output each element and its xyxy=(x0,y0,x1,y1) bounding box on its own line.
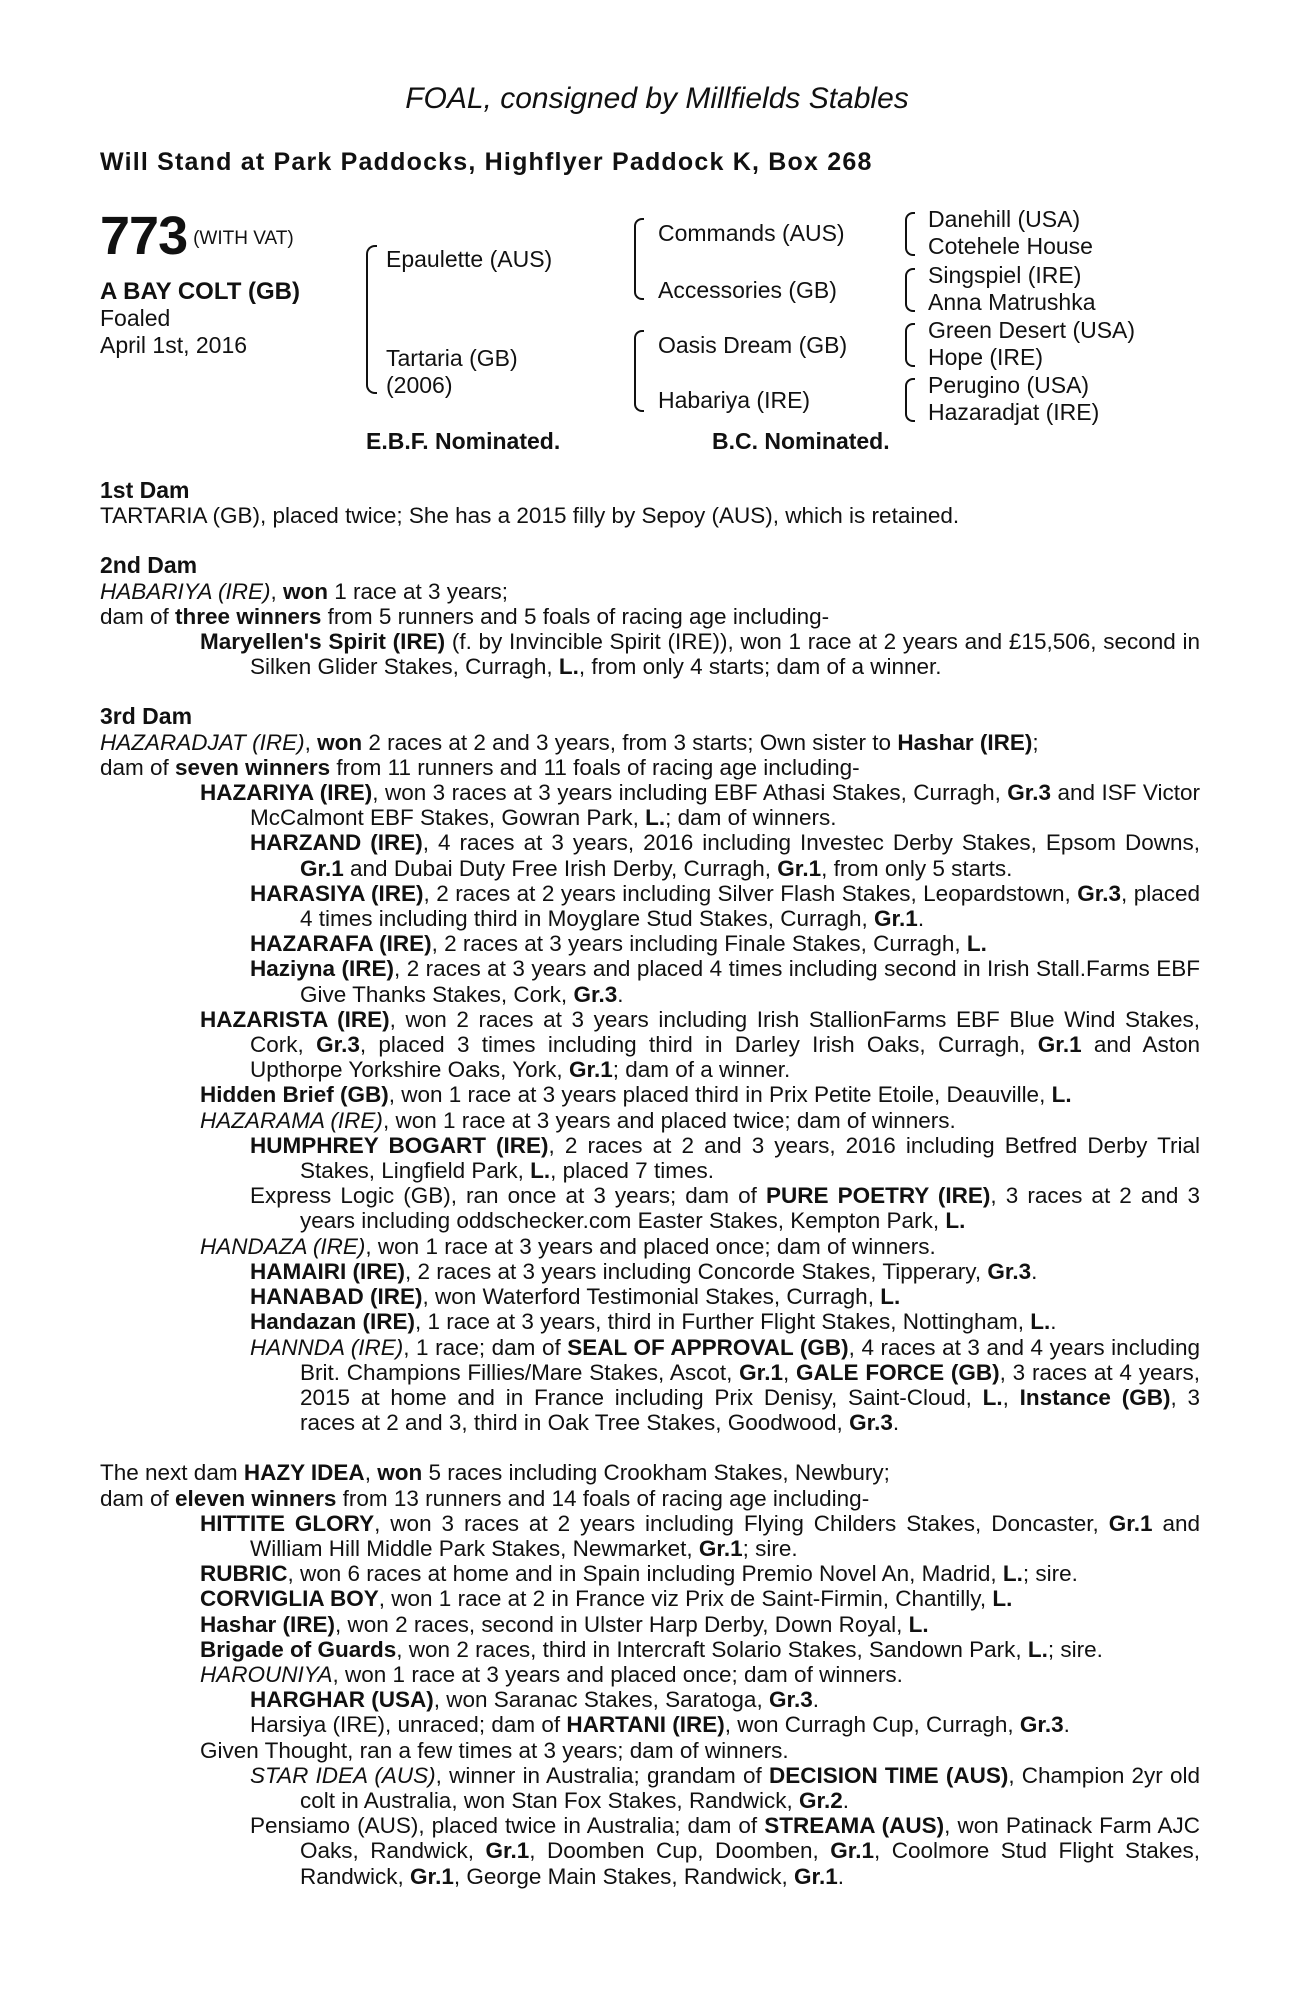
lot-number-block xyxy=(100,205,294,267)
brace-g1 xyxy=(905,212,915,256)
produce-harghar: HARGHAR (USA), won Saranac Stakes, Saratoga, Gr.3. xyxy=(250,1687,819,1713)
grandsire-7: Perugino (USA) xyxy=(928,372,1090,398)
produce-harzand: HARZAND (IRE), 4 races at 3 years, 2016 including Investec Derby Stakes, Epsom Downs, Gr.1 and Dubai Duty Free Irish Derby, Curragh, Gr.1, from only 5 starts. xyxy=(250,830,1200,881)
third-dam-line-1: HAZARADJAT (IRE), won 2 races at 2 and 3 years, from 3 starts; Own sister to Hashar (IRE); xyxy=(100,729,1039,755)
sire-sire: Commands (AUS) xyxy=(658,220,845,246)
produce-hashar: Hashar (IRE), won 2 races, second in Ulster Harp Derby, Down Royal, L. xyxy=(200,1611,929,1637)
produce-corviglia-boy: CORVIGLIA BOY, won 1 race at 2 in France viz Prix de Saint-Firmin, Chantilly, L. xyxy=(200,1586,1013,1612)
bc-nominated: B.C. Nominated. xyxy=(712,428,890,454)
brace-sire-line xyxy=(634,218,644,300)
brace-parents xyxy=(366,245,377,394)
produce-hazarista: HAZARISTA (IRE), won 2 races at 3 years including Irish StallionFarms EBF Blue Wind Stakes, Cork, Gr.3, placed 3 times including third in Darley Irish Oaks, Curragh, Gr.1 and Aston Upthorpe Yorkshire Oaks, York, Gr.1; dam of a winner. xyxy=(200,1006,1200,1083)
next-dam-line-2: dam of eleven winners from 13 runners and 14 foals of racing age including- xyxy=(100,1485,870,1511)
produce-handaza: HANDAZA (IRE), won 1 race at 3 years and placed once; dam of winners. xyxy=(200,1233,936,1259)
granddam-4: Anna Matrushka xyxy=(928,289,1096,315)
produce-hazarafa: HAZARAFA (IRE), 2 races at 3 years including Finale Stakes, Curragh, L. xyxy=(250,931,987,957)
granddam-8: Hazaradjat (IRE) xyxy=(928,399,1100,425)
grandsire-3: Singspiel (IRE) xyxy=(928,262,1082,288)
granddam-2: Cotehele House xyxy=(928,233,1093,259)
catalogue-body xyxy=(100,478,1200,1889)
consignment-title: FOAL, consigned by Millfields Stables xyxy=(405,82,909,115)
produce-hittite-glory: HITTITE GLORY, won 3 races at 2 years including Flying Childers Stakes, Doncaster, Gr.1 and William Hill Middle Park Stakes, Newmarket, Gr.1; sire. xyxy=(200,1510,1200,1561)
dam: Tartaria (GB) xyxy=(386,345,518,371)
sire: Epaulette (AUS) xyxy=(386,246,553,272)
sire-dam: Accessories (GB) xyxy=(658,277,837,303)
produce-rubric: RUBRIC, won 6 races at home and in Spain including Premio Novel An, Madrid, L.; sire. xyxy=(200,1561,1078,1587)
brace-g2 xyxy=(905,268,915,312)
first-dam-heading: 1st Dam xyxy=(100,477,190,503)
first-dam-text: TARTARIA (GB), placed twice; She has a 2015 filly by Sepoy (AUS), which is retained. xyxy=(100,503,960,529)
second-dam-heading: 2nd Dam xyxy=(100,552,198,579)
produce-haziyna: Haziyna (IRE), 2 races at 3 years and placed 4 times including second in Irish Stall.Farms EBF Give Thanks Stakes, Cork, Gr.3. xyxy=(250,956,1201,1007)
produce-star-idea: STAR IDEA (AUS), winner in Australia; grandam of DECISION TIME (AUS), Champion 2yr old colt in Australia, won Stan Fox Stakes, Randwick, Gr.2. xyxy=(250,1762,1200,1813)
produce-hanabad: HANABAD (IRE), won Waterford Testimonial Stakes, Curragh, L. xyxy=(250,1284,901,1310)
foaled-date: April 1st, 2016 xyxy=(100,332,248,358)
dam-dam: Habariya (IRE) xyxy=(658,387,811,413)
produce-hidden-brief: Hidden Brief (GB), won 1 race at 3 years placed third in Prix Petite Etoile, Deauville, L. xyxy=(200,1082,1072,1108)
third-dam-line-2: dam of seven winners from 11 runners and 11 foals of racing age including- xyxy=(100,754,860,780)
produce-hannda: HANNDA (IRE), 1 race; dam of SEAL OF APPROVAL (GB), 4 races at 3 and 4 years including Brit. Champions Fillies/Mare Stakes, Ascot, Gr.1, GALE FORCE (GB), 3 races at 4 years, 2015 at home and in France including Prix Denisy, Saint-Cloud, L., Instance (GB), 3 races at 2 and 3, third in Oak Tree Stakes, Goodwood, Gr.3. xyxy=(250,1334,1200,1436)
foaled-label: Foaled xyxy=(100,305,171,331)
brace-g4 xyxy=(905,378,915,422)
vat-note: (WITH VAT) xyxy=(193,228,294,249)
grandsire-1: Danehill (USA) xyxy=(928,206,1081,232)
dam-year: (2006) xyxy=(386,372,453,398)
produce-brigade-of-guards: Brigade of Guards, won 2 races, third in Intercraft Solario Stakes, Sandown Park, L.; sire. xyxy=(200,1636,1103,1662)
second-dam-line-1: HABARIYA (IRE), won 1 race at 3 years; xyxy=(100,578,509,604)
dam-sire: Oasis Dream (GB) xyxy=(658,332,848,358)
produce-harouniya: HAROUNIYA, won 1 race at 3 years and placed once; dam of winners. xyxy=(200,1661,903,1687)
lot-number: 773 xyxy=(100,206,188,266)
lot-info xyxy=(100,278,300,359)
lot-description: A BAY COLT (GB) xyxy=(100,278,301,305)
second-dam-produce: Maryellen's Spirit (IRE) (f. by Invincible Spirit (IRE)), won 1 race at 2 years and £15,506, second in Silken Glider Stakes, Curragh, L., from only 4 starts; dam of a winner. xyxy=(200,629,1200,680)
produce-pensiamo: Pensiamo (AUS), placed twice in Australia; dam of STREAMA (AUS), won Patinack Farm AJC Oaks, Randwick, Gr.1, Doomben Cup, Doomben, Gr.1, Coolmore Stud Flight Stakes, Randwick, Gr.1, George Main Stakes, Randwick, Gr.1. xyxy=(250,1813,1200,1889)
stand-location: Will Stand at Park Paddocks, Highflyer Paddock K, Box 268 xyxy=(100,148,873,176)
produce-express-logic: Express Logic (GB), ran once at 3 years; dam of PURE POETRY (IRE), 3 races at 2 and 3 years including oddschecker.com Easter Stakes, Kempton Park, L. xyxy=(250,1183,1200,1234)
next-dam-line-1: The next dam HAZY IDEA, won 5 races including Crookham Stakes, Newbury; xyxy=(100,1460,890,1486)
brace-g3 xyxy=(905,323,915,367)
third-dam-heading: 3rd Dam xyxy=(100,703,193,730)
ebf-nominated: E.B.F. Nominated. xyxy=(366,428,561,454)
grandsire-5: Green Desert (USA) xyxy=(928,317,1136,343)
produce-harsiya: Harsiya (IRE), unraced; dam of HARTANI (IRE), won Curragh Cup, Curragh, Gr.3. xyxy=(250,1712,1070,1738)
produce-handazan: Handazan (IRE), 1 race at 3 years, third in Further Flight Stakes, Nottingham, L.. xyxy=(250,1309,1057,1335)
second-dam-line-2: dam of three winners from 5 runners and 5 foals of racing age including- xyxy=(100,603,830,629)
brace-dam-line xyxy=(634,330,644,412)
produce-given-thought: Given Thought, ran a few times at 3 years; dam of winners. xyxy=(200,1737,789,1763)
produce-hazariya: HAZARIYA (IRE), won 3 races at 3 years including EBF Athasi Stakes, Curragh, Gr.3 and ISF Victor McCalmont EBF Stakes, Gowran Park, L.; dam of winners. xyxy=(200,780,1201,831)
granddam-6: Hope (IRE) xyxy=(928,344,1044,370)
produce-hamairi: HAMAIRI (IRE), 2 races at 3 years including Concorde Stakes, Tipperary, Gr.3. xyxy=(250,1258,1038,1284)
produce-humphrey-bogart: HUMPHREY BOGART (IRE), 2 races at 2 and 3 years, 2016 including Betfred Derby Trial Stakes, Lingfield Park, L., placed 7 times. xyxy=(250,1132,1200,1184)
produce-harasiya: HARASIYA (IRE), 2 races at 2 years including Silver Flash Stakes, Leopardstown, Gr.3, placed 4 times including third in Moyglare Stud Stakes, Curragh, Gr.1. xyxy=(250,880,1200,932)
produce-hazarama: HAZARAMA (IRE), won 1 race at 3 years and placed twice; dam of winners. xyxy=(200,1107,956,1133)
